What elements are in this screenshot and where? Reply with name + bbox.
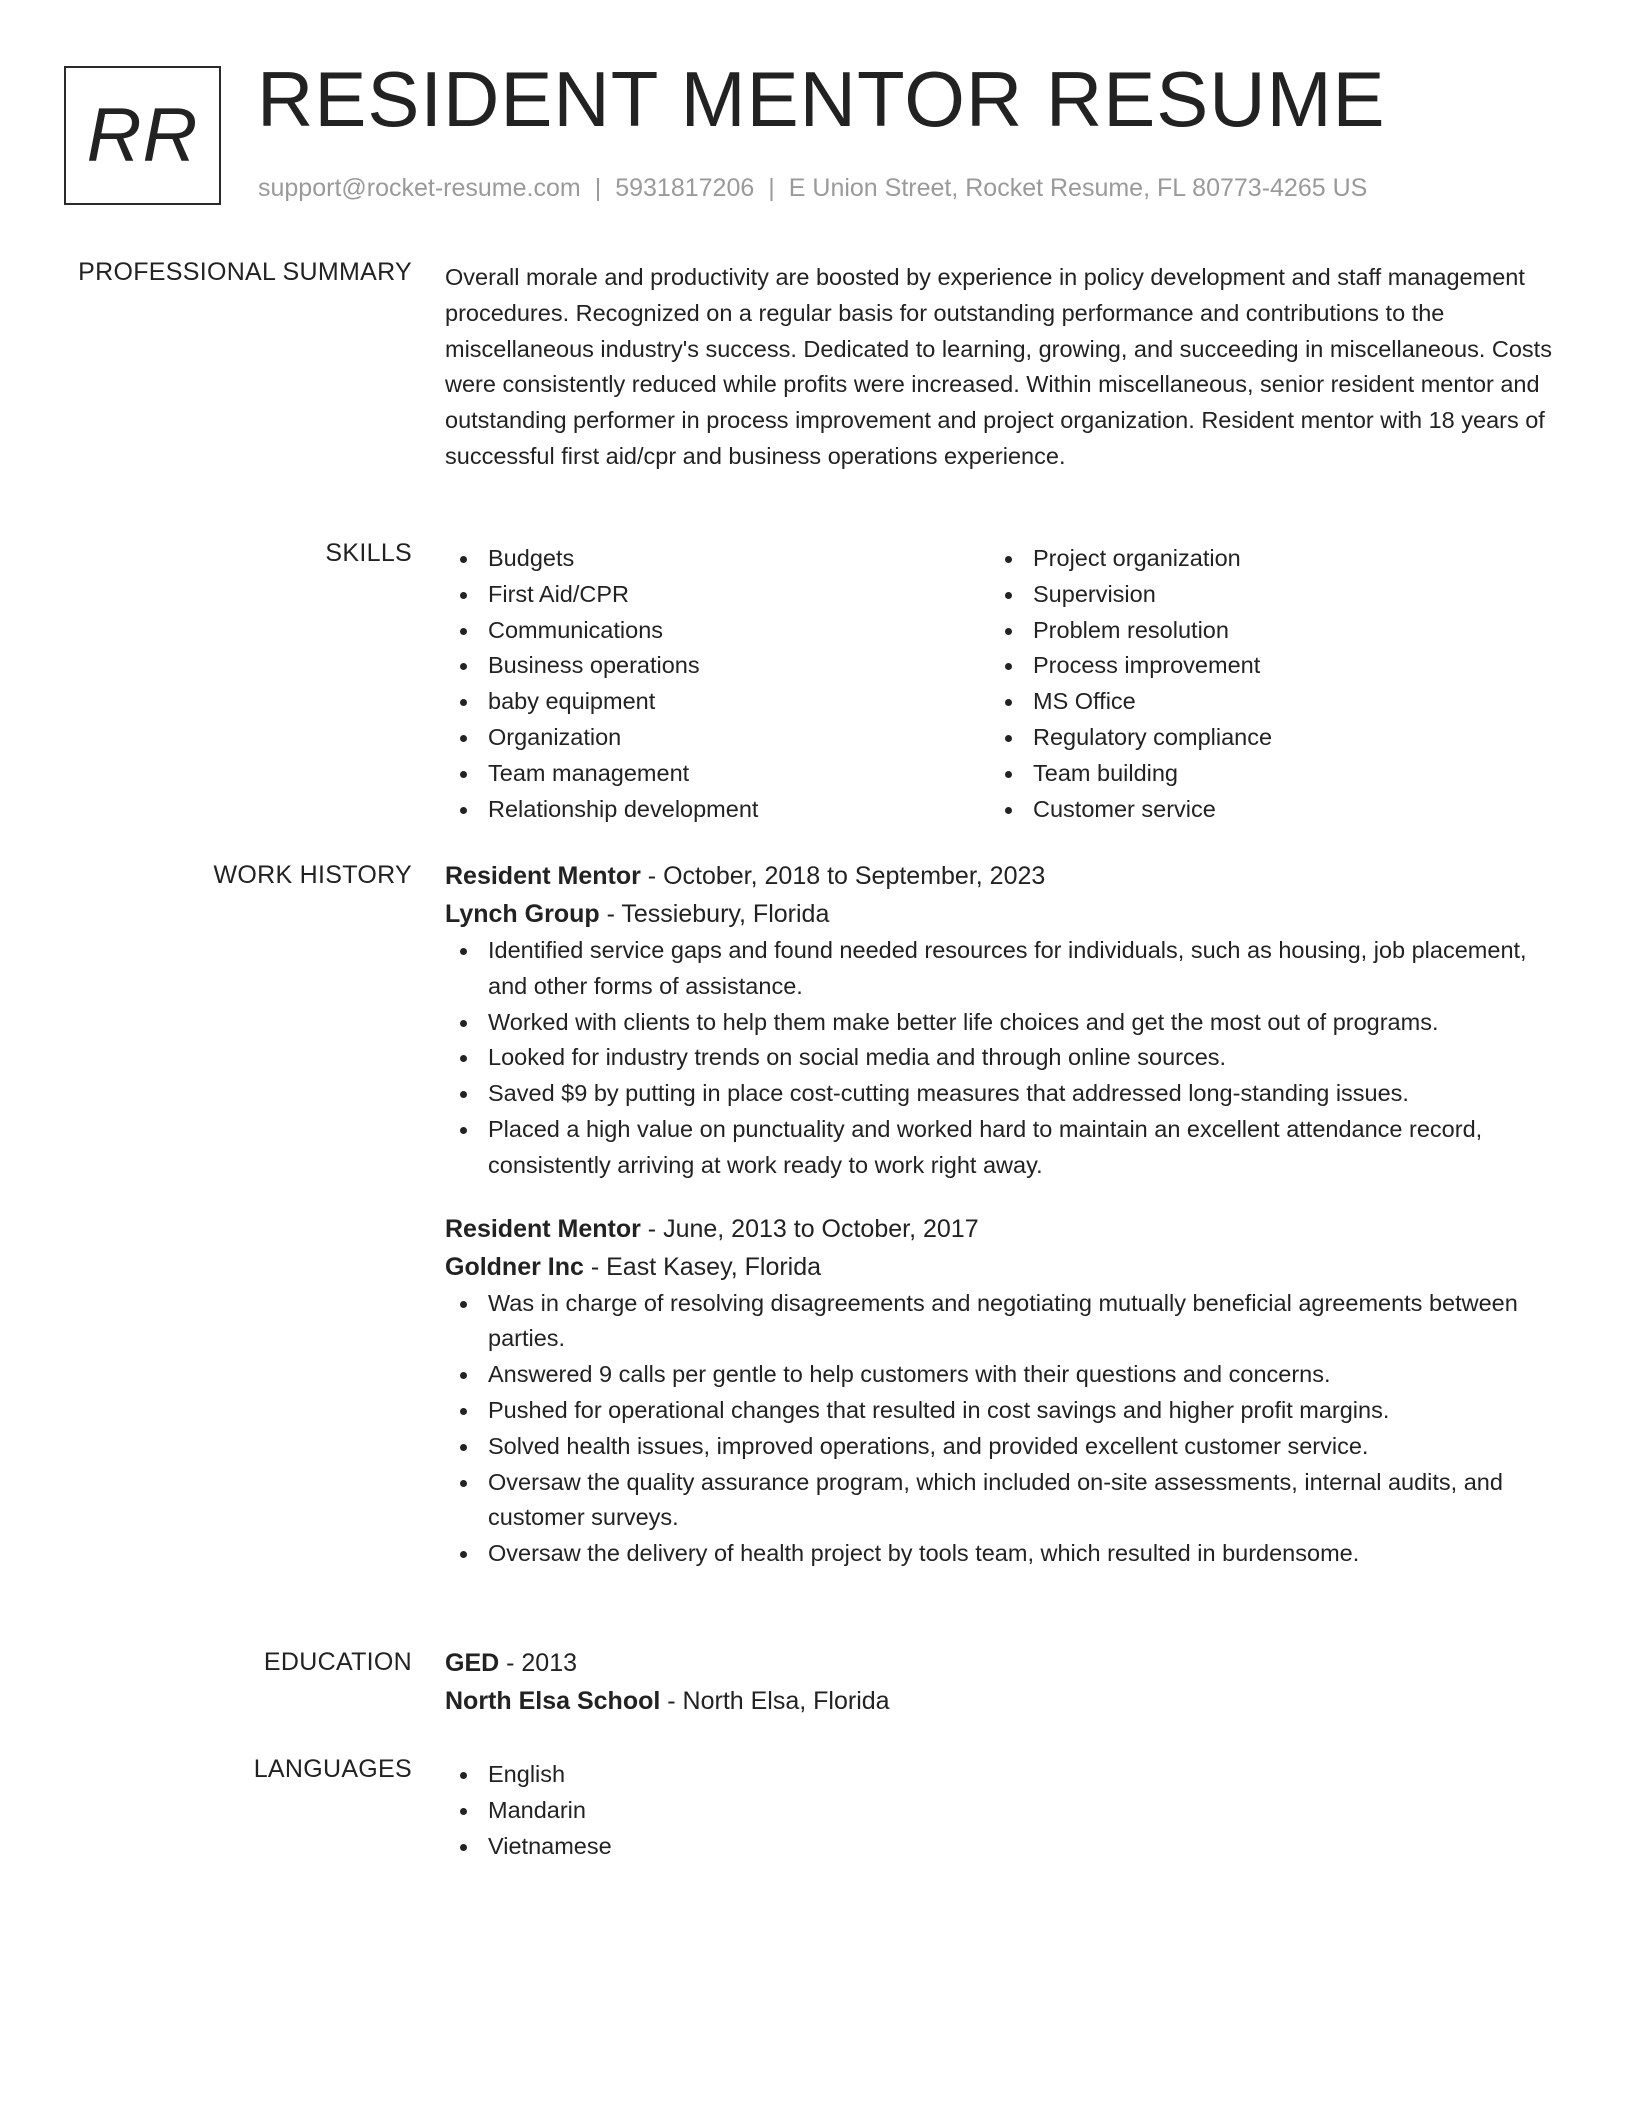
- work-history-label: WORK HISTORY: [213, 861, 412, 889]
- job-bullet: Solved health issues, improved operations, and provided excellent customer service.: [445, 1429, 1565, 1465]
- skill-item: baby equipment: [445, 684, 990, 720]
- skills-label: SKILLS: [325, 539, 412, 567]
- dash: -: [640, 862, 664, 890]
- job-bullet: Looked for industry trends on social media and through online sources.: [445, 1040, 1565, 1076]
- job-bullet: Oversaw the quality assurance program, which included on-site assessments, internal audits, and customer surveys.: [445, 1465, 1565, 1537]
- education-year: 2013: [521, 1649, 578, 1677]
- dash: -: [583, 1252, 607, 1281]
- resume-title: RESIDENT MENTOR RESUME: [257, 55, 1386, 143]
- job-bullet: Pushed for operational changes that resulted in cost savings and higher profit margins.: [445, 1393, 1565, 1429]
- education-school: North Elsa School: [445, 1687, 661, 1715]
- skill-item: Organization: [445, 720, 990, 756]
- education-label: EDUCATION: [263, 1648, 412, 1676]
- job-bullet: Was in charge of resolving disagreements and negotiating mutually beneficial agreements between parties.: [445, 1286, 1565, 1358]
- job-bullet: Placed a high value on punctuality and worked hard to maintain an excellent attendance record, consistently arriving at work ready to work right away.: [445, 1112, 1565, 1184]
- language-item: Mandarin: [445, 1793, 1565, 1829]
- skill-item: Project organization: [990, 541, 1535, 577]
- job-company-line: [445, 1248, 1565, 1286]
- education-location: North Elsa, Florida: [682, 1687, 890, 1715]
- job-bullets: [445, 1286, 1565, 1572]
- skills-list-right: [990, 541, 1535, 827]
- job-entry: [445, 857, 1565, 1184]
- job-location: Tessiebury, Florida: [621, 900, 830, 928]
- skill-item: Customer service: [990, 792, 1535, 828]
- monogram-badge: RR: [64, 66, 221, 205]
- job-bullet: Oversaw the delivery of health project by tools team, which resulted in burdensome.: [445, 1536, 1565, 1572]
- job-bullets: [445, 933, 1565, 1184]
- skill-item: Supervision: [990, 577, 1535, 613]
- summary-text: Overall morale and productivity are boosted by experience in policy development and staff management procedures. Recognized on a regular basis for outstanding performance and contributions to the miscellaneous industry's success. Dedicated to learning, growing, and succeeding in miscellaneous. Costs were consistently reduced while profits were increased. Within miscellaneous, senior resident mentor and outstanding performer in process improvement and project organization. Resident mentor with 18 years of successful first aid/cpr and business operations experience.: [445, 264, 1552, 469]
- job-bullet: Worked with clients to help them make better life choices and get the most out of programs.: [445, 1005, 1565, 1041]
- job-company: Lynch Group: [445, 900, 600, 928]
- contact-phone: 5931817206: [615, 174, 755, 202]
- job-location: East Kasey, Florida: [606, 1252, 822, 1281]
- education-degree: GED: [445, 1649, 500, 1677]
- job-company: Goldner Inc: [445, 1252, 584, 1281]
- skill-item: Relationship development: [445, 792, 990, 828]
- skill-item: Business operations: [445, 648, 990, 684]
- dash: -: [499, 1649, 522, 1677]
- summary-label: PROFESSIONAL SUMMARY: [78, 258, 412, 286]
- job-title: Resident Mentor: [445, 1214, 641, 1243]
- contact-email: support@rocket-resume.com: [258, 174, 581, 202]
- contact-address: E Union Street, Rocket Resume, FL 80773-4265 US: [788, 174, 1368, 202]
- contact-separator: |: [768, 174, 775, 202]
- job-dates: June, 2013 to October, 2017: [663, 1214, 979, 1243]
- skill-item: Regulatory compliance: [990, 720, 1535, 756]
- dash: -: [599, 900, 622, 928]
- job-company-line: [445, 895, 1565, 933]
- skill-item: MS Office: [990, 684, 1535, 720]
- job-entry: [445, 1210, 1565, 1572]
- languages-list: [445, 1757, 1565, 1864]
- job-title-line: [445, 857, 1565, 895]
- contact-line: [258, 174, 1367, 203]
- skill-item: First Aid/CPR: [445, 577, 990, 613]
- skill-item: Team building: [990, 756, 1535, 792]
- education-school-line: [445, 1682, 1565, 1720]
- resume-header: [64, 55, 1564, 211]
- job-dates: October, 2018 to September, 2023: [663, 862, 1046, 890]
- dash: -: [660, 1687, 683, 1715]
- job-bullet: Saved $9 by putting in place cost-cutting measures that addressed long-standing issues.: [445, 1076, 1565, 1112]
- language-item: Vietnamese: [445, 1829, 1565, 1865]
- job-bullet: Answered 9 calls per gentle to help customers with their questions and concerns.: [445, 1357, 1565, 1393]
- skill-item: Process improvement: [990, 648, 1535, 684]
- job-title-line: [445, 1210, 1565, 1248]
- skill-item: Budgets: [445, 541, 990, 577]
- job-bullet: Identified service gaps and found needed resources for individuals, such as housing, job placement, and other forms of assistance.: [445, 933, 1565, 1005]
- job-title: Resident Mentor: [445, 862, 641, 890]
- language-item: English: [445, 1757, 1565, 1793]
- skill-item: Communications: [445, 613, 990, 649]
- dash: -: [640, 1214, 664, 1243]
- skills-list-left: [445, 541, 990, 827]
- skill-item: Problem resolution: [990, 613, 1535, 649]
- skill-item: Team management: [445, 756, 990, 792]
- contact-separator: |: [594, 174, 602, 202]
- languages-label: LANGUAGES: [253, 1755, 412, 1783]
- education-degree-line: [445, 1644, 1565, 1682]
